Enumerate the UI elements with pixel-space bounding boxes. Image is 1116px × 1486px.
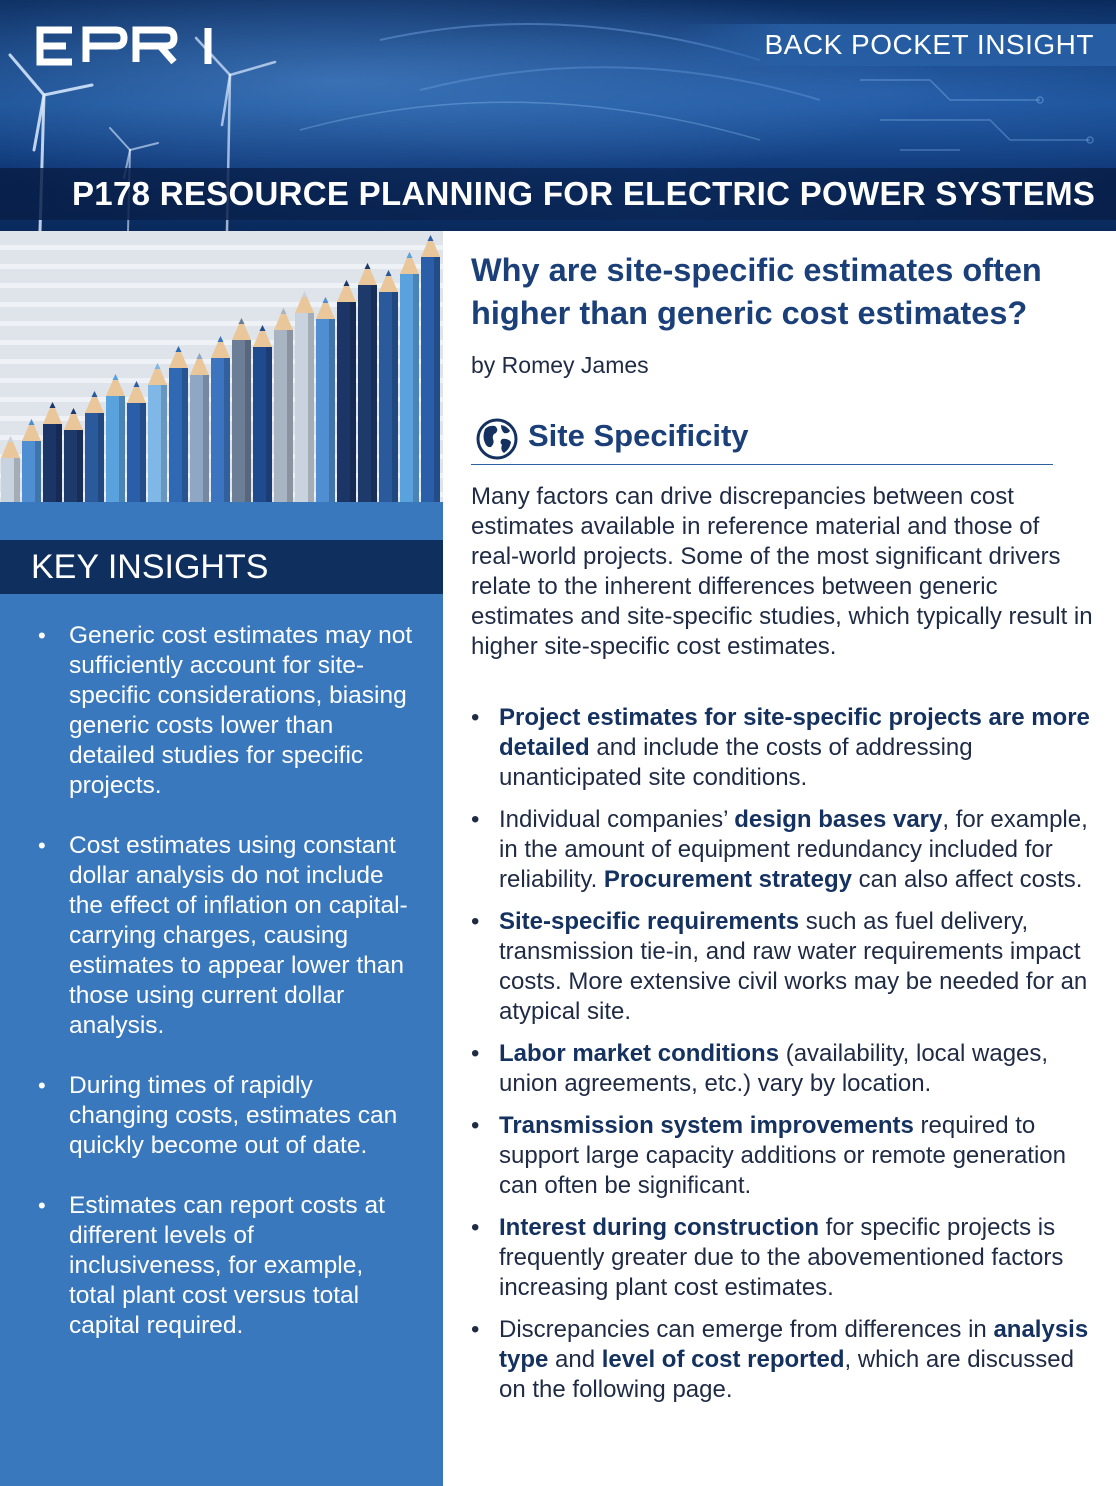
driver-text: Discrepancies can emerge from differences in	[499, 1316, 994, 1343]
section-title: Site Specificity	[528, 418, 749, 453]
bullet-icon: •	[471, 1316, 480, 1343]
driver-item	[471, 1111, 1093, 1201]
driver-text: required to support large capacity additions or remote generation can often be significant.	[499, 1112, 1066, 1199]
program-title: P178 RESOURCE PLANNING FOR ELECTRIC POWER SYSTEMS	[0, 168, 1116, 220]
bullet-icon: •	[471, 1112, 480, 1139]
bullet-icon: •	[38, 1073, 46, 1098]
driver-emphasis: Procurement strategy	[603, 866, 853, 893]
driver-item	[471, 1213, 1093, 1303]
drivers-list	[471, 703, 1093, 1417]
globe-icon	[475, 417, 519, 461]
driver-item	[471, 907, 1093, 1027]
bullet-icon: •	[38, 1193, 46, 1218]
driver-text: for specific projects is frequently greater due to the abovementioned factors increasing plant cost estimates.	[499, 1214, 1064, 1301]
bullet-icon: •	[471, 1040, 480, 1067]
article-headline: Why are site-specific estimates often higher than generic cost estimates?	[471, 252, 1042, 331]
key-insights-heading: KEY INSIGHTS	[0, 540, 443, 594]
key-insight-text: Estimates can report costs at different levels of inclusiveness, for example, total plant cost versus total capital required.	[69, 1192, 385, 1339]
key-insight-text: During times of rapidly changing costs, estimates can quickly become out of date.	[69, 1072, 398, 1159]
key-insight-item	[0, 1191, 443, 1341]
driver-emphasis: design bases vary	[734, 806, 943, 833]
driver-text: and	[548, 1346, 602, 1373]
bullet-icon: •	[471, 806, 480, 833]
epri-logo	[36, 26, 218, 66]
driver-text: and include the costs of addressing unanticipated site conditions.	[499, 734, 973, 791]
pencils-illustration	[0, 231, 443, 502]
bullet-icon: •	[471, 1214, 480, 1241]
article-byline: by Romey James	[471, 352, 649, 378]
driver-item	[471, 805, 1093, 895]
bullet-icon: •	[38, 833, 46, 858]
key-insight-text: Generic cost estimates may not sufficiently account for site-specific considerations, biasing generic costs lower than detailed studies for specific projects.	[69, 622, 413, 799]
back-pocket-insight-tag: BACK POCKET INSIGHT	[676, 24, 1116, 66]
key-insight-text: Cost estimates using constant dollar analysis do not include the effect of inflation on capital-carrying charges, causing estimates to appear lower than those using current dollar analysis.	[69, 832, 408, 1039]
driver-emphasis: Interest during construction	[499, 1214, 820, 1241]
header-banner	[0, 0, 1116, 231]
key-insights-sidebar	[0, 231, 443, 1486]
driver-text: (availability, local wages, union agreements, etc.) vary by location.	[499, 1040, 1049, 1097]
key-insight-item	[0, 621, 443, 801]
bullet-icon: •	[471, 908, 480, 935]
driver-item	[471, 1315, 1093, 1405]
bullet-icon: •	[38, 623, 46, 648]
driver-emphasis: analysis type	[499, 1316, 1089, 1373]
driver-emphasis: Project estimates for site-specific projects are more detailed	[499, 704, 1090, 761]
key-insights-list	[0, 621, 443, 1371]
bullet-icon: •	[471, 704, 480, 731]
key-insight-item	[0, 831, 443, 1041]
driver-emphasis: level of cost reported	[601, 1346, 845, 1373]
section-header	[471, 415, 1053, 465]
driver-text: such as fuel delivery, transmission tie-in, and raw water requirements impact costs. More extensive civil works may be needed for an atypical site.	[499, 908, 1088, 1025]
driver-text: , which are discussed on the following page.	[499, 1346, 1074, 1403]
driver-item	[471, 1039, 1093, 1099]
driver-text: can also affect costs.	[852, 866, 1083, 893]
key-insight-item	[0, 1071, 443, 1161]
pencils-bar-photo	[0, 231, 443, 502]
driver-emphasis: Site-specific requirements	[499, 908, 800, 935]
driver-emphasis: Transmission system improvements	[499, 1112, 914, 1139]
driver-text: Individual companies’	[499, 806, 735, 833]
driver-emphasis: Labor market conditions	[499, 1040, 780, 1067]
driver-text: , for example, in the amount of equipment redundancy included for reliability.	[499, 806, 1088, 893]
driver-item	[471, 703, 1093, 793]
intro-paragraph: Many factors can drive discrepancies between cost estimates available in reference material and those of real-world projects. Some of the most significant drivers relate to the inherent differences between generic estimates and site-specific studies, which typically result in higher site-specific cost estimates.	[471, 483, 1093, 660]
